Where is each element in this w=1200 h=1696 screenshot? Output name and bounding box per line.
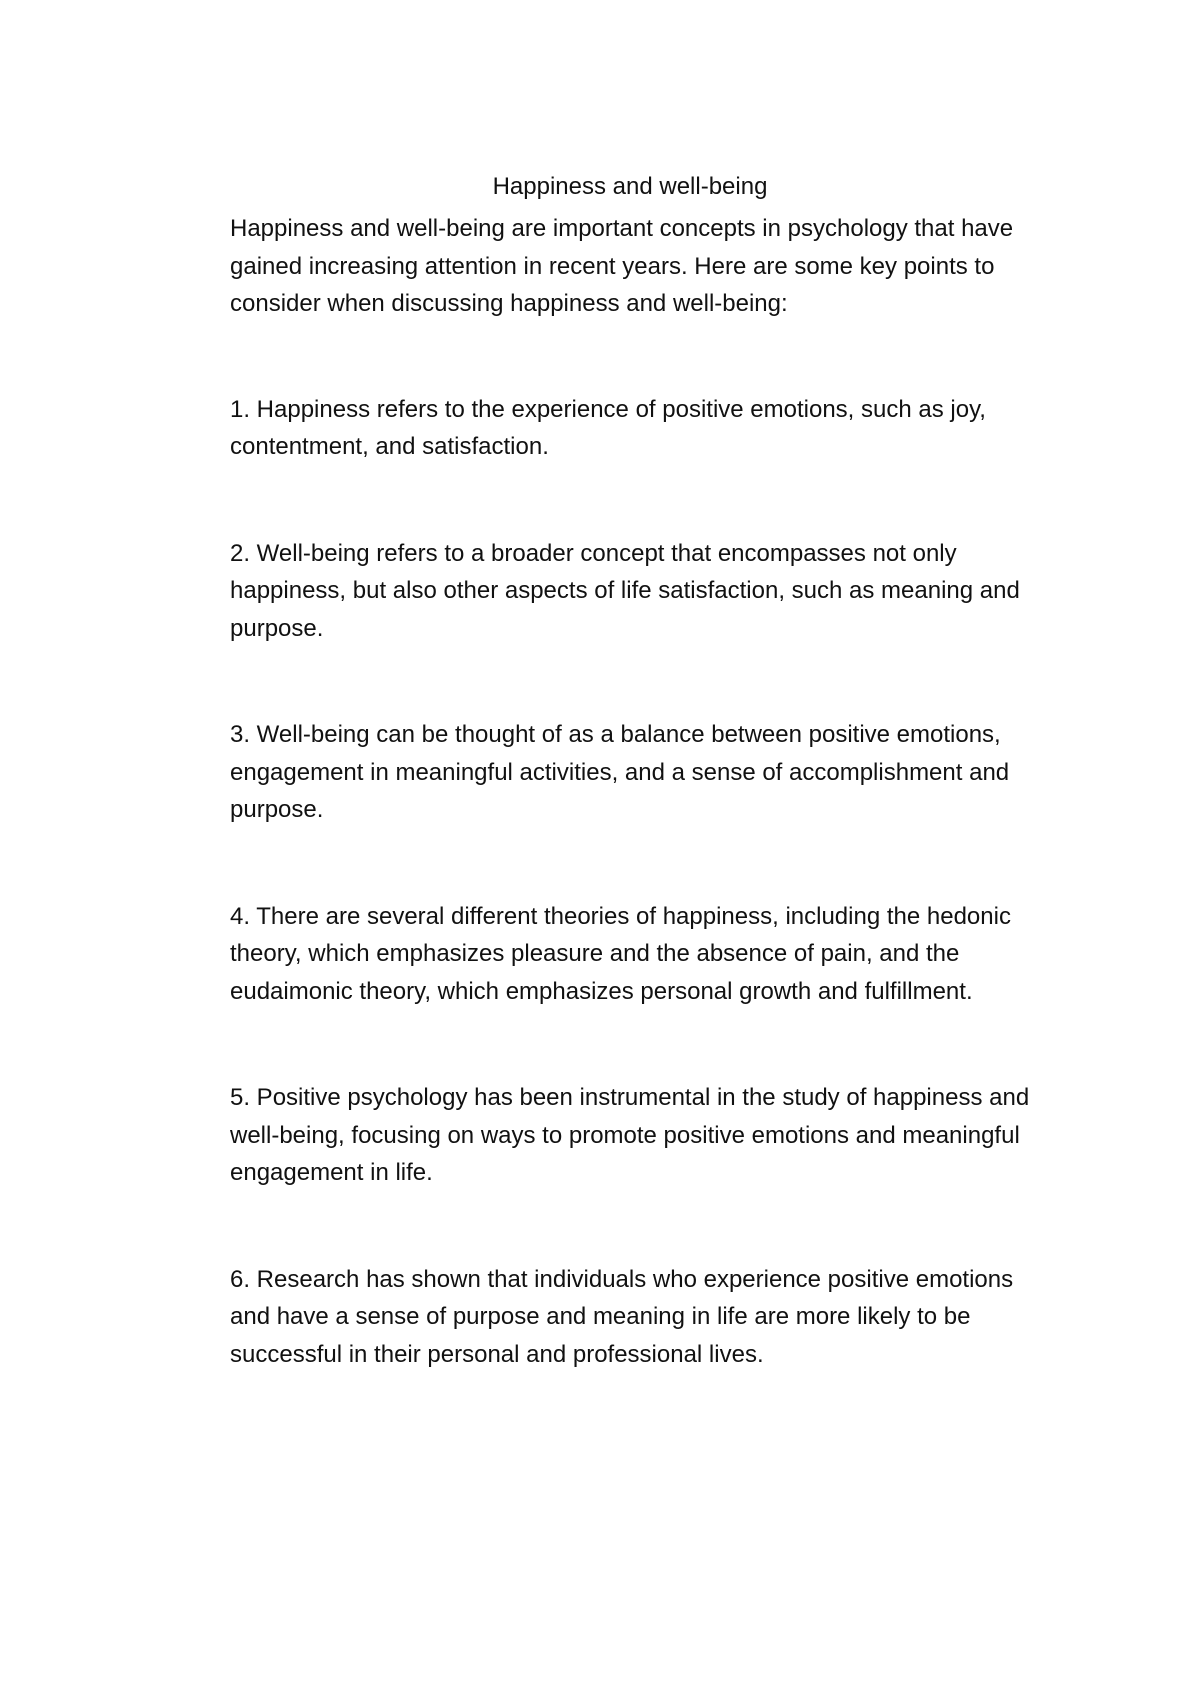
point-4: 4. There are several different theories of happiness, including the hedonic theory, which emphasizes pleasure and the absence of pain, and the eudaimonic theory, which emphasizes personal growth and fulfillment. — [230, 902, 1011, 1005]
document-body — [230, 172, 1030, 1442]
point-6: 6. Research has shown that individuals who experience positive emotions and have a sense of purpose and meaning in life are more likely to be successful in their personal and professional lives. — [230, 1265, 1014, 1368]
intro-paragraph: Happiness and well-being are important concepts in psychology that have gained increasing attention in recent years. Here are some key points to consider when discussing happiness and well-being: — [230, 215, 1014, 317]
point-2: 2. Well-being refers to a broader concept that encompasses not only happiness, but also other aspects of life satisfaction, such as meaning and purpose. — [230, 539, 1020, 642]
document-title: Happiness and well-being — [492, 173, 768, 200]
point-3: 3. Well-being can be thought of as a balance between positive emotions, engagement in meaningful activities, and a sense of accomplishment and purpose. — [230, 721, 1010, 823]
point-1: 1. Happiness refers to the experience of positive emotions, such as joy, contentment, and satisfaction. — [230, 395, 986, 460]
point-5: 5. Positive psychology has been instrumental in the study of happiness and well-being, focusing on ways to promote positive emotions and meaningful engagement in life. — [230, 1084, 1030, 1186]
